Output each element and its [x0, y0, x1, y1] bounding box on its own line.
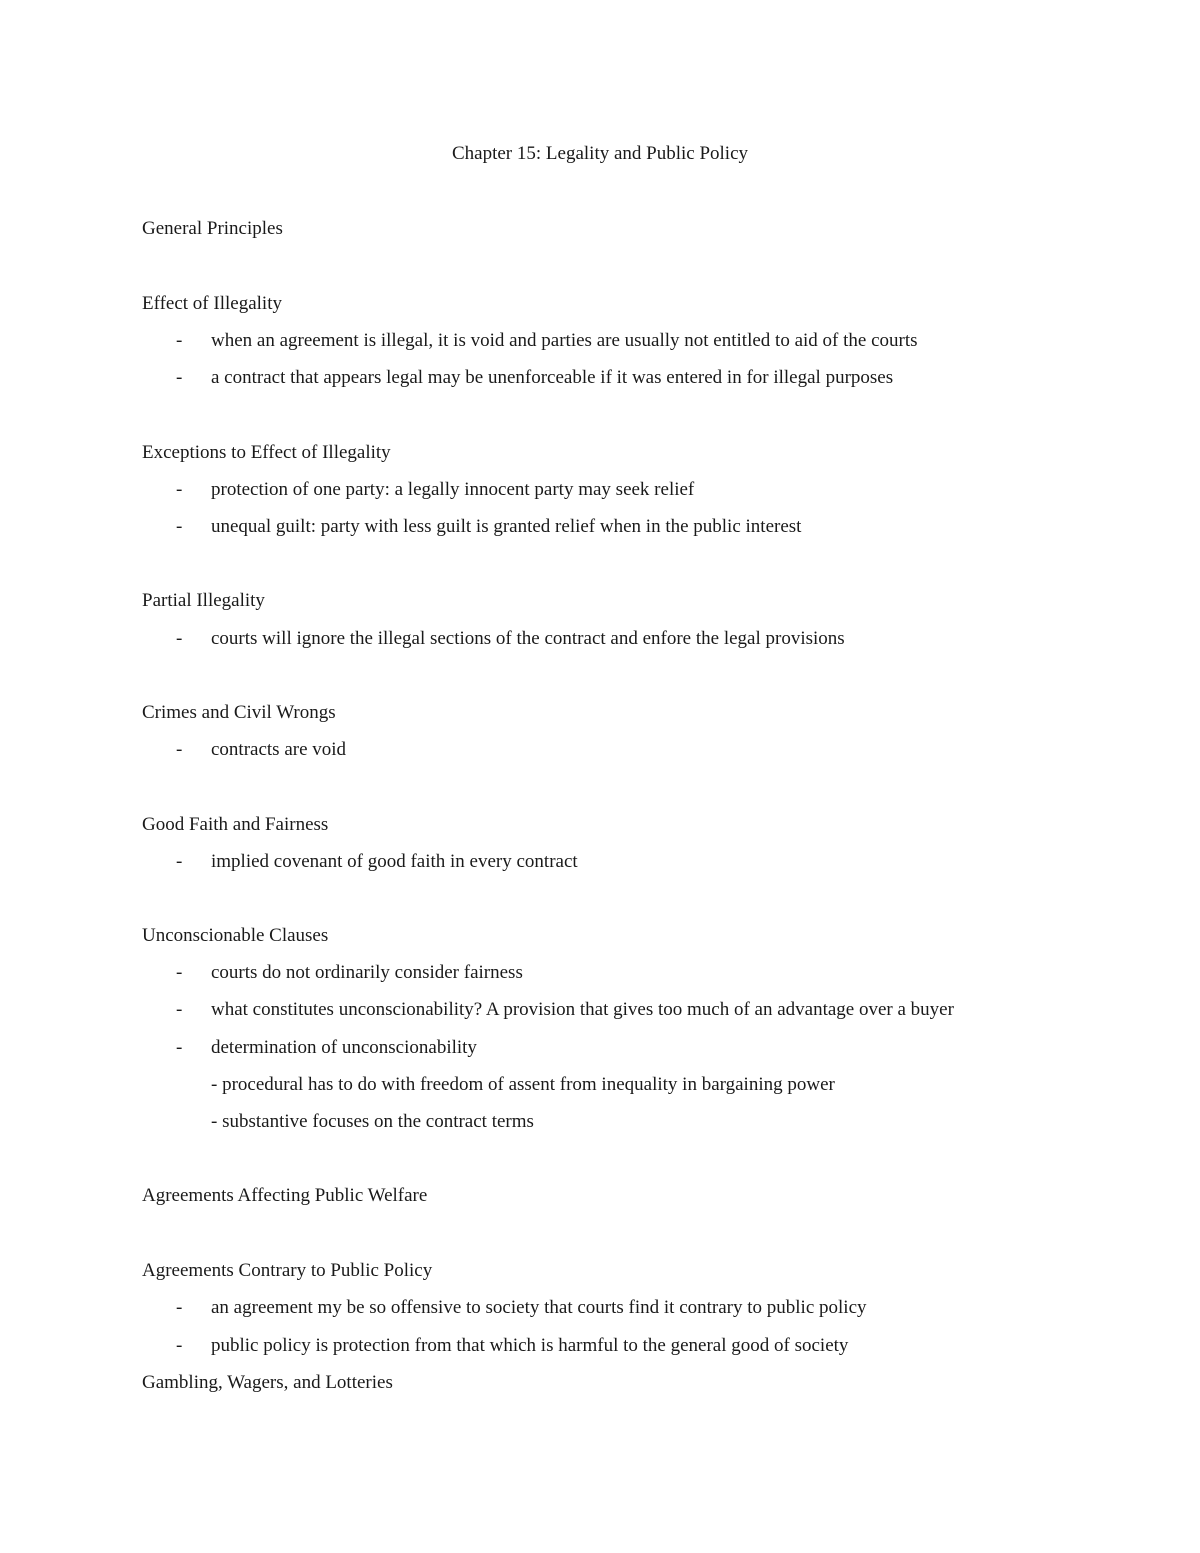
bullet-dash: -: [176, 851, 183, 872]
list-item: unequal guilt: party with less guilt is granted relief when in the public interest: [211, 516, 802, 537]
section-heading-gambling: Gambling, Wagers, and Lotteries: [142, 1372, 393, 1393]
sub-list-item: - procedural has to do with freedom of assent from inequality in bargaining power: [211, 1074, 835, 1095]
bullet-dash: -: [176, 516, 183, 537]
section-heading-general-principles: General Principles: [142, 218, 283, 239]
section-heading-public-welfare: Agreements Affecting Public Welfare: [142, 1185, 428, 1206]
section-heading-unconscionable: Unconscionable Clauses: [142, 925, 329, 946]
bullet-dash: -: [176, 1335, 183, 1356]
section-heading-partial-illegality: Partial Illegality: [142, 590, 265, 611]
list-item: what constitutes unconscionability? A provision that gives too much of an advantage over a buyer: [211, 999, 954, 1020]
section-heading-crimes: Crimes and Civil Wrongs: [142, 702, 336, 723]
bullet-dash: -: [176, 1037, 183, 1058]
list-item: implied covenant of good faith in every contract: [211, 851, 578, 872]
bullet-dash: -: [176, 999, 183, 1020]
list-item: public policy is protection from that which is harmful to the general good of society: [211, 1335, 849, 1356]
page-title: Chapter 15: Legality and Public Policy: [451, 143, 749, 164]
bullet-dash: -: [176, 628, 183, 649]
list-item: protection of one party: a legally innocent party may seek relief: [211, 479, 695, 500]
list-item: when an agreement is illegal, it is void and parties are usually not entitled to aid of the courts: [211, 330, 918, 351]
bullet-dash: -: [176, 330, 183, 351]
list-item: a contract that appears legal may be unenforceable if it was entered in for illegal purposes: [211, 367, 894, 388]
bullet-dash: -: [176, 962, 183, 983]
sub-list-item: - substantive focuses on the contract terms: [211, 1111, 534, 1132]
list-item: courts do not ordinarily consider fairness: [211, 962, 523, 983]
list-item: determination of unconscionability: [211, 1037, 477, 1058]
bullet-dash: -: [176, 367, 183, 388]
bullet-dash: -: [176, 739, 183, 760]
section-heading-good-faith: Good Faith and Fairness: [142, 814, 329, 835]
section-heading-effect-of-illegality: Effect of Illegality: [142, 293, 282, 314]
bullet-dash: -: [176, 1297, 183, 1318]
list-item: an agreement my be so offensive to society that courts find it contrary to public policy: [211, 1297, 867, 1318]
bullet-dash: -: [176, 479, 183, 500]
section-heading-exceptions: Exceptions to Effect of Illegality: [142, 442, 391, 463]
list-item: contracts are void: [211, 739, 347, 760]
section-heading-contrary: Agreements Contrary to Public Policy: [142, 1260, 433, 1281]
list-item: courts will ignore the illegal sections of the contract and enfore the legal provisions: [211, 628, 845, 649]
